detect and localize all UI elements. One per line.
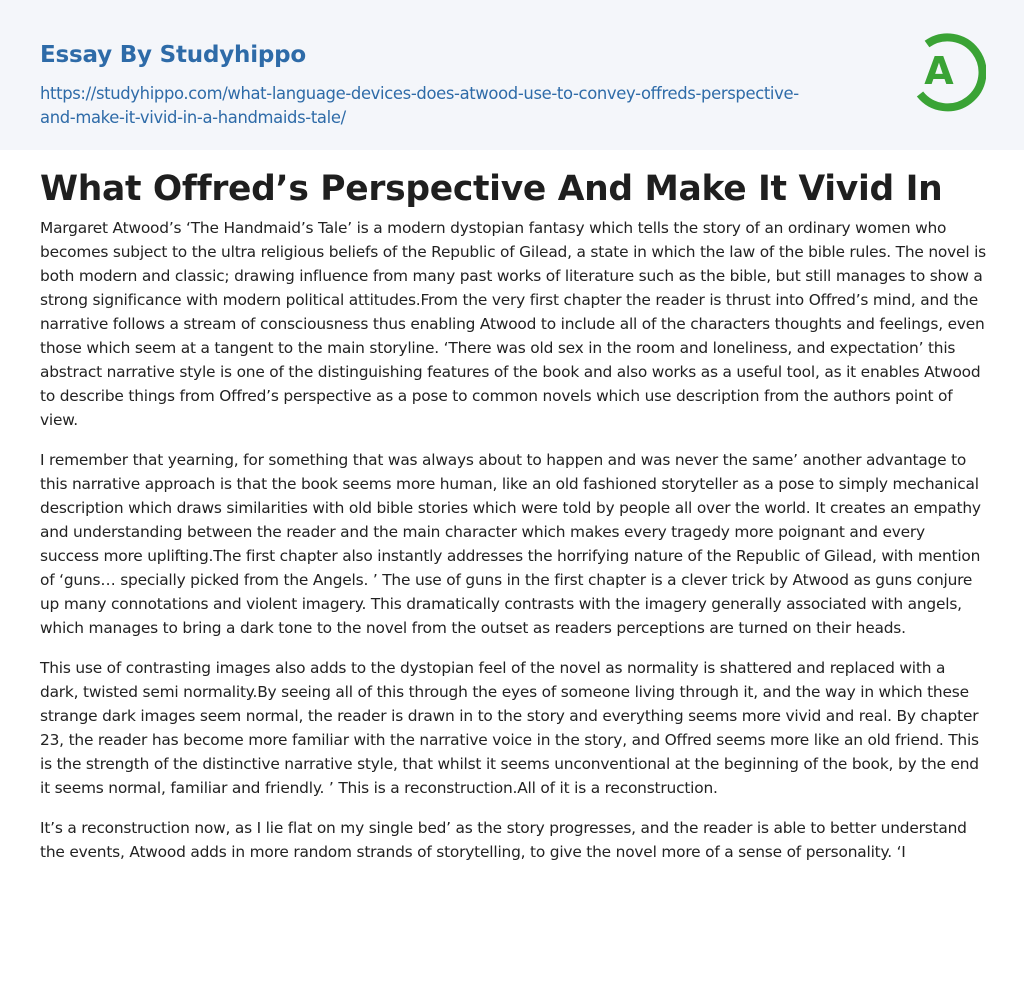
article-paragraph-2: I remember that yearning, for something that was always about to happen and was never the same’ another advantage to this narrative approach is that the book seems more human, like an old fashioned storyteller as a pose to simply mechanical description which draws similarities with old bible stories which were told by people all over the world. It creates an empathy and understanding between the reader and the main character which makes every tragedy more poignant and every success more uplifting.The first chapter also instantly addresses the horrifying nature of the Republic of Gilead, with mention of ‘guns… specially picked from the Angels. ’ The use of guns in the first chapter is a clever trick by Atwood as guns conjure up many connotations and violent imagery. This dramatically contrasts with the imagery generally associated with angels, which manages to bring a dark tone to the novel from the outset as readers perceptions are turned on their heads. [40, 451, 981, 637]
article-body [40, 216, 986, 880]
page-header [0, 0, 1024, 150]
article-paragraph-3: This use of contrasting images also adds to the dystopian feel of the novel as normality is shattered and replaced with a dark, twisted semi normality.By seeing all of this through the eyes of someone living through it, and the way in which these strange dark images seem normal, the reader is drawn in to the story and everything seems more vivid and real. By chapter 23, the reader has become more familiar with the narrative voice in the story, and Offred seems more like an old friend. This is the strength of the distinctive narrative style, that whilst it seems unconventional at the beginning of the book, by the end it seems normal, familiar and friendly. ’ This is a reconstruction.All of it is a reconstruction. [40, 659, 979, 797]
studyhippo-logo-icon[interactable] [912, 30, 986, 114]
logo-letter: A [924, 49, 954, 93]
site-brand[interactable]: Essay By Studyhippo [40, 42, 307, 68]
article-title: What Offred’s Perspective And Make It Vivid In [40, 169, 943, 209]
article-paragraph-4: It’s a reconstruction now, as I lie flat on my single bed’ as the story progresses, and the reader is able to better understand the events, Atwood adds in more random strands of storytelling, to give the novel more of a sense of personality. ‘I [40, 819, 967, 861]
source-url-link[interactable]: https://studyhippo.com/what-language-devices-does-atwood-use-to-convey-offreds-perspective-and-make-it-vivid-in-a-handmaids-tale/ [40, 84, 799, 127]
article-paragraph-1: Margaret Atwood’s ‘The Handmaid’s Tale’ is a modern dystopian fantasy which tells the story of an ordinary women who becomes subject to the ultra religious beliefs of the Republic of Gilead, a state in which the law of the bible rules. The novel is both modern and classic; drawing influence from many past works of literature such as the bible, but still manages to show a strong significance with modern political attitudes.From the very first chapter the reader is thrust into Offred’s mind, and the narrative follows a stream of consciousness thus enabling Atwood to include all of the characters thoughts and feelings, even those which seem at a tangent to the main storyline. ‘There was old sex in the room and loneliness, and expectation’ this abstract narrative style is one of the distinguishing features of the book and also works as a useful tool, as it enables Atwood to describe things from Offred’s perspective as a pose to common novels which use description from the authors point of view. [40, 219, 986, 429]
